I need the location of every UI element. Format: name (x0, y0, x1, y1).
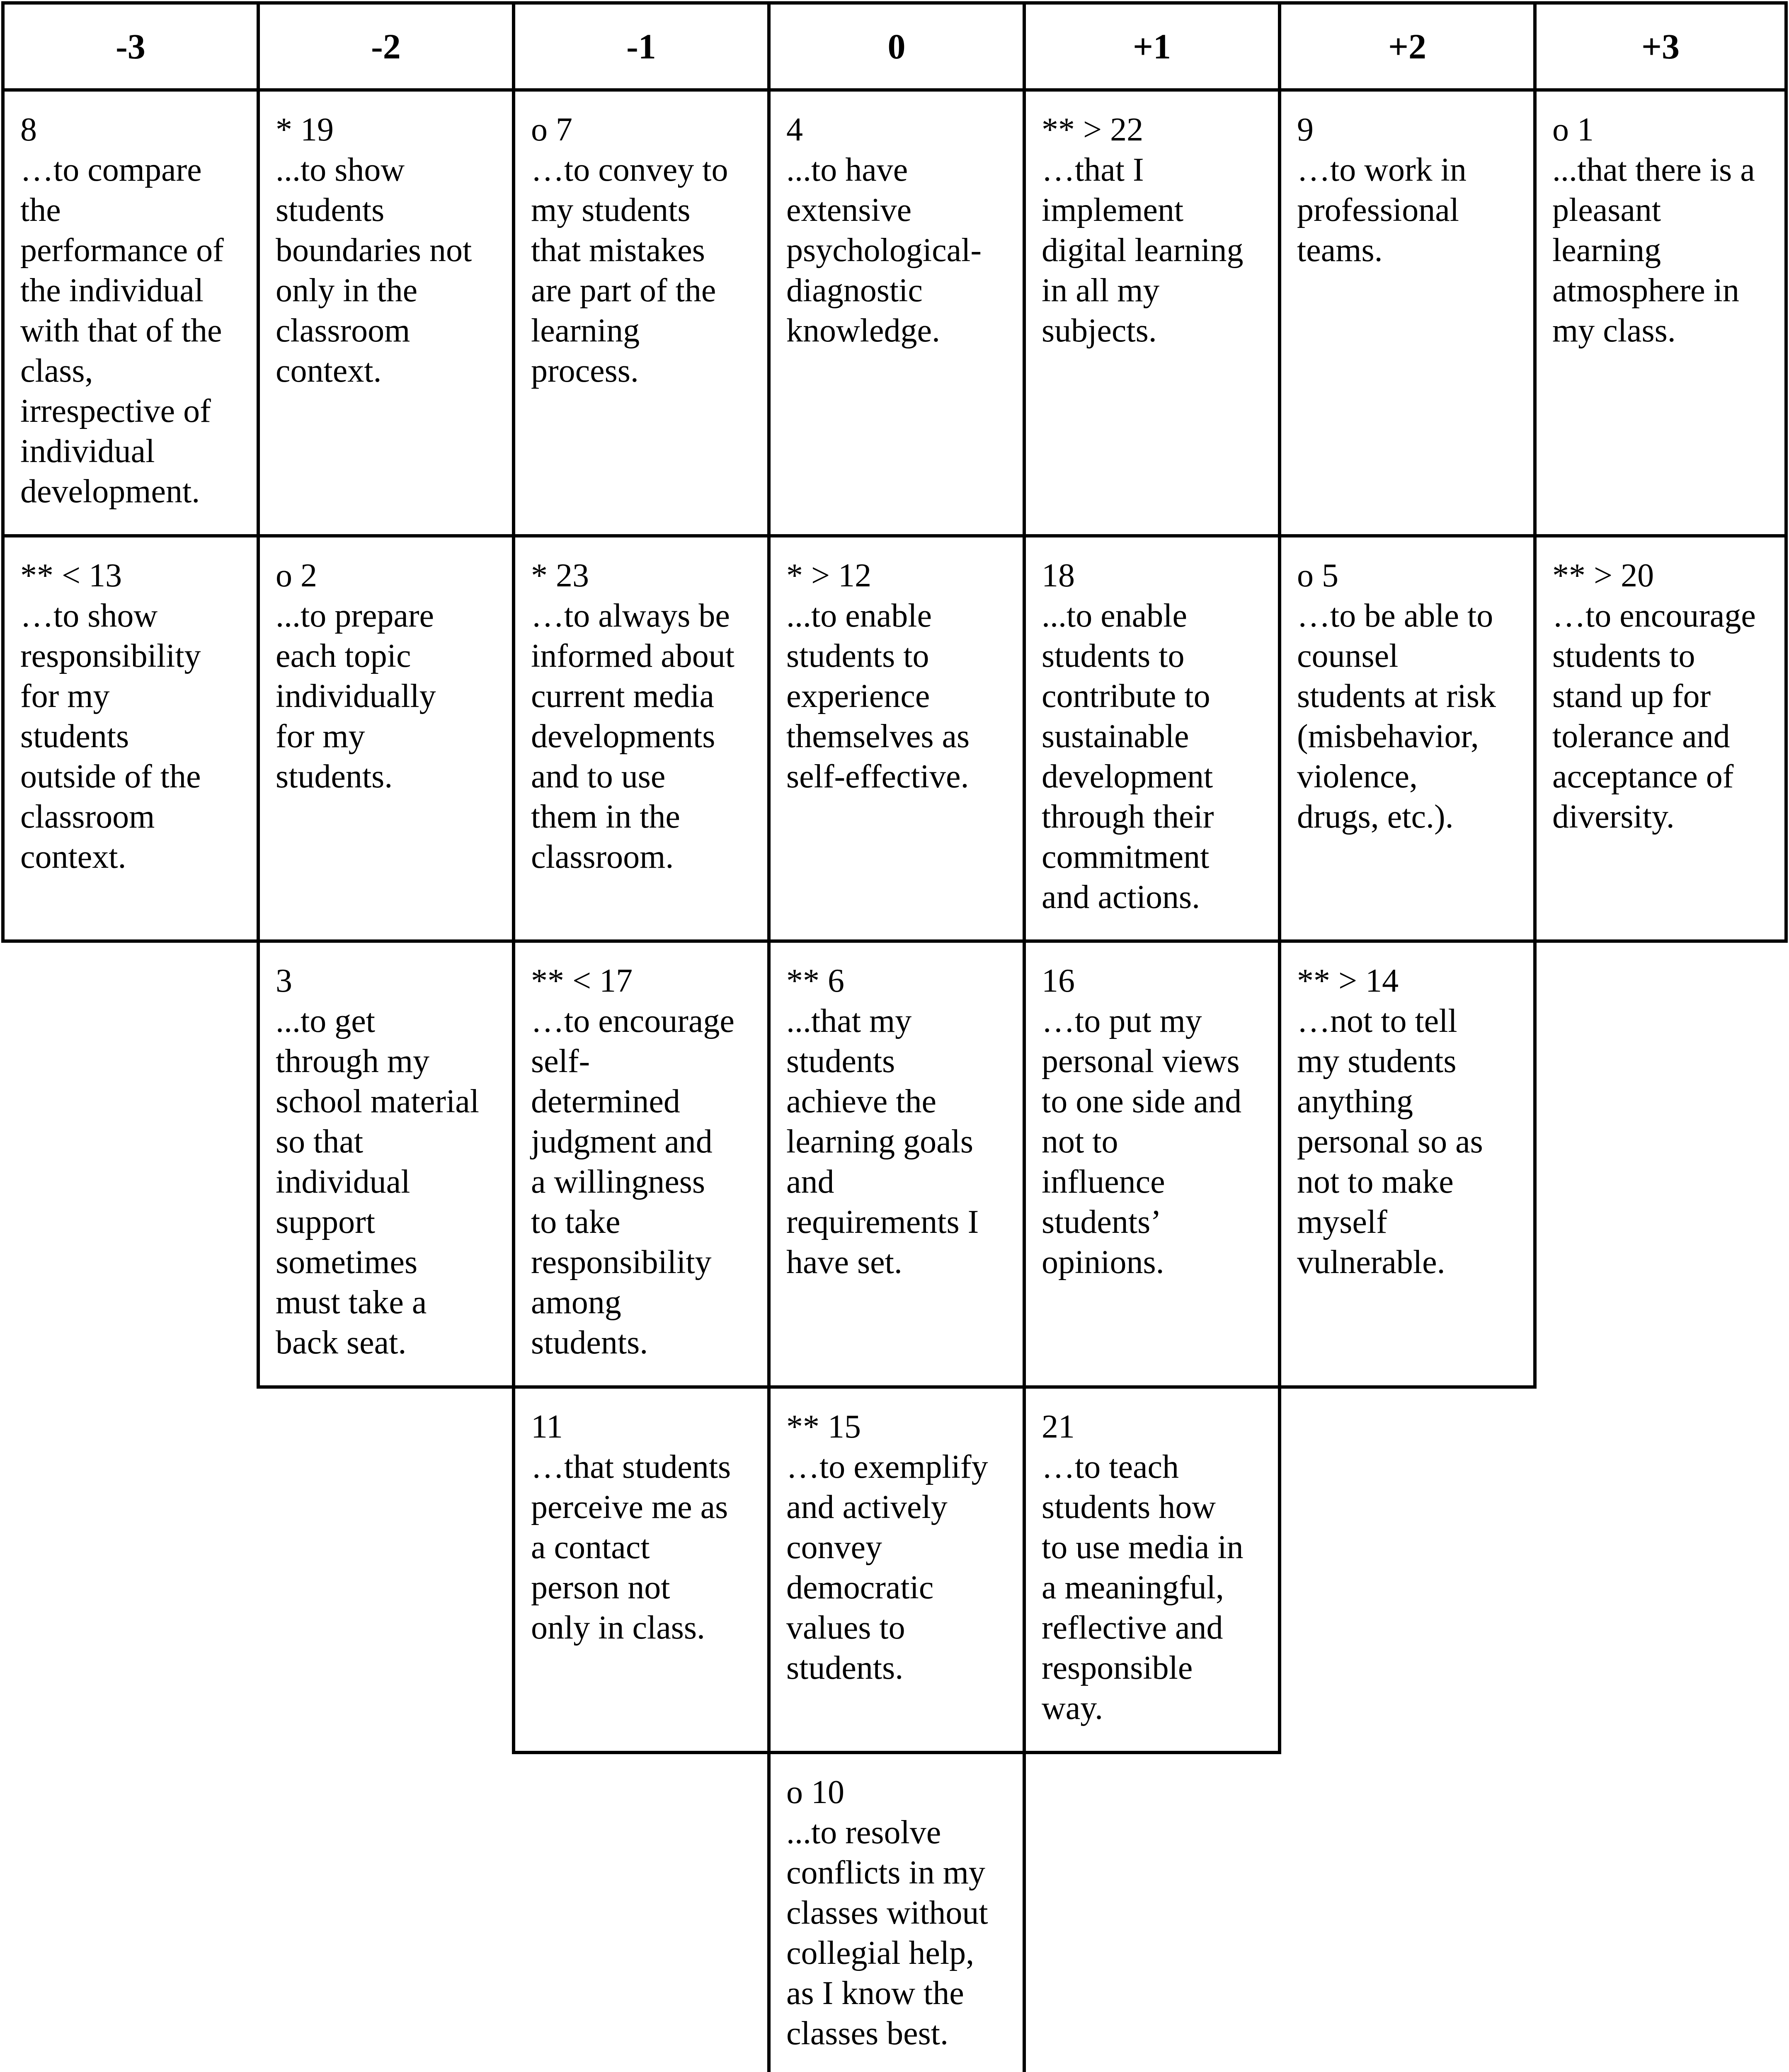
statement-cell (1533, 88, 1788, 537)
statement-number: o 5 (1297, 557, 1338, 594)
statement-cell (1, 88, 260, 537)
statement-cell (257, 88, 515, 537)
statement-text: …to compare the performance of the individual with that of the class, irrespective of individual development. (20, 152, 224, 510)
statement-number: 9 (1297, 111, 1314, 148)
statement-number: ** > 20 (1552, 557, 1654, 594)
statement-number: ** 15 (786, 1409, 861, 1445)
statement-cell (1023, 88, 1281, 537)
statement-text: …to convey to my students that mistakes are part of the learning process. (531, 152, 728, 389)
column-header-plus-2: +2 (1278, 1, 1537, 92)
statement-cell (767, 1385, 1026, 1754)
column-header-minus-3: -3 (1, 1, 260, 92)
statement-number: ** > 14 (1297, 963, 1399, 999)
statement-number: o 7 (531, 111, 572, 148)
column-header-plus-1: +1 (1023, 1, 1281, 92)
statement-cell (1023, 1385, 1281, 1754)
statement-number: ** > 22 (1042, 111, 1144, 148)
statement-cell (1, 534, 260, 943)
statement-text: …that students perceive me as a contact person not only in class. (531, 1449, 731, 1646)
statement-number: o 10 (786, 1774, 844, 1811)
statement-number: 4 (786, 111, 803, 148)
statement-number: * > 12 (786, 557, 872, 594)
statement-cell (512, 534, 771, 943)
statement-number: 16 (1042, 963, 1075, 999)
statement-cell (1023, 534, 1281, 943)
column-header-minus-1: -1 (512, 1, 771, 92)
statement-cell (767, 88, 1026, 537)
statement-number: 3 (276, 963, 292, 999)
statement-cell (512, 88, 771, 537)
statement-text: …to always be informed about current media developments and to use them in the classroom. (531, 598, 735, 875)
statement-number: o 1 (1552, 111, 1594, 148)
statement-cell (1278, 939, 1537, 1389)
statement-number: * 19 (276, 111, 334, 148)
statement-cell (1278, 88, 1537, 537)
statement-text: ...to resolve conflicts in my classes without collegial help, as I know the classes best. (786, 1814, 988, 2052)
statement-number: o 2 (276, 557, 317, 594)
statement-cell (1278, 534, 1537, 943)
statement-cell (767, 534, 1026, 943)
statement-text: …to work in professional teams. (1297, 152, 1467, 269)
statement-number: 18 (1042, 557, 1075, 594)
statement-text: …to teach students how to use media in a meaningful, reflective and responsible way. (1042, 1449, 1244, 1726)
statement-text: …not to tell my students anything personal so as not to make myself vulnerable. (1297, 1003, 1483, 1280)
statement-text: …that I implement digital learning in all my subjects. (1042, 152, 1244, 349)
statement-text: ...to show students boundaries not only in the classroom context. (276, 152, 472, 389)
statement-text: ...to have extensive psychological- diagnostic knowledge. (786, 152, 982, 349)
statement-cell (512, 1385, 771, 1754)
statement-number: ** 6 (786, 963, 844, 999)
statement-text: ...that my students achieve the learning goals and requirements I have set. (786, 1003, 979, 1280)
statement-text: …to encourage self- determined judgment and a willingness to take responsibility among students. (531, 1003, 735, 1361)
statement-text: …to put my personal views to one side and not to influence students’ opinions. (1042, 1003, 1242, 1280)
statement-cell (257, 939, 515, 1389)
statement-text: …to be able to counsel students at risk (misbehavior, violence, drugs, etc.). (1297, 598, 1496, 835)
statement-cell (512, 939, 771, 1389)
column-header-zero: 0 (767, 1, 1026, 92)
statement-cell (257, 534, 515, 943)
statement-text: …to encourage students to stand up for tolerance and acceptance of diversity. (1552, 598, 1756, 835)
statement-text: ...to prepare each topic individually for my students. (276, 598, 436, 795)
statement-text: ...to enable students to contribute to sustainable development through their commitment and actions. (1042, 598, 1214, 915)
statement-text: ...to get through my school material so that individual support sometimes must take a back seat. (276, 1003, 479, 1361)
statement-cell (1023, 939, 1281, 1389)
statement-number: * 23 (531, 557, 589, 594)
statement-text: ...that there is a pleasant learning atmosphere in my class. (1552, 152, 1755, 349)
statement-text: ...to enable students to experience themselves as self-effective. (786, 598, 970, 795)
statement-number: 8 (20, 111, 37, 148)
statement-cell (767, 1751, 1026, 2072)
statement-text: …to exemplify and actively convey democratic values to students. (786, 1449, 988, 1686)
statement-number: 21 (1042, 1409, 1075, 1445)
statement-cell (767, 939, 1026, 1389)
statement-number: 11 (531, 1409, 563, 1445)
column-header-plus-3: +3 (1533, 1, 1788, 92)
statement-number: ** < 13 (20, 557, 122, 594)
statement-number: ** < 17 (531, 963, 633, 999)
statement-cell (1533, 534, 1788, 943)
column-header-minus-2: -2 (257, 1, 515, 92)
statement-text: …to show responsibility for my students outside of the classroom context. (20, 598, 201, 875)
